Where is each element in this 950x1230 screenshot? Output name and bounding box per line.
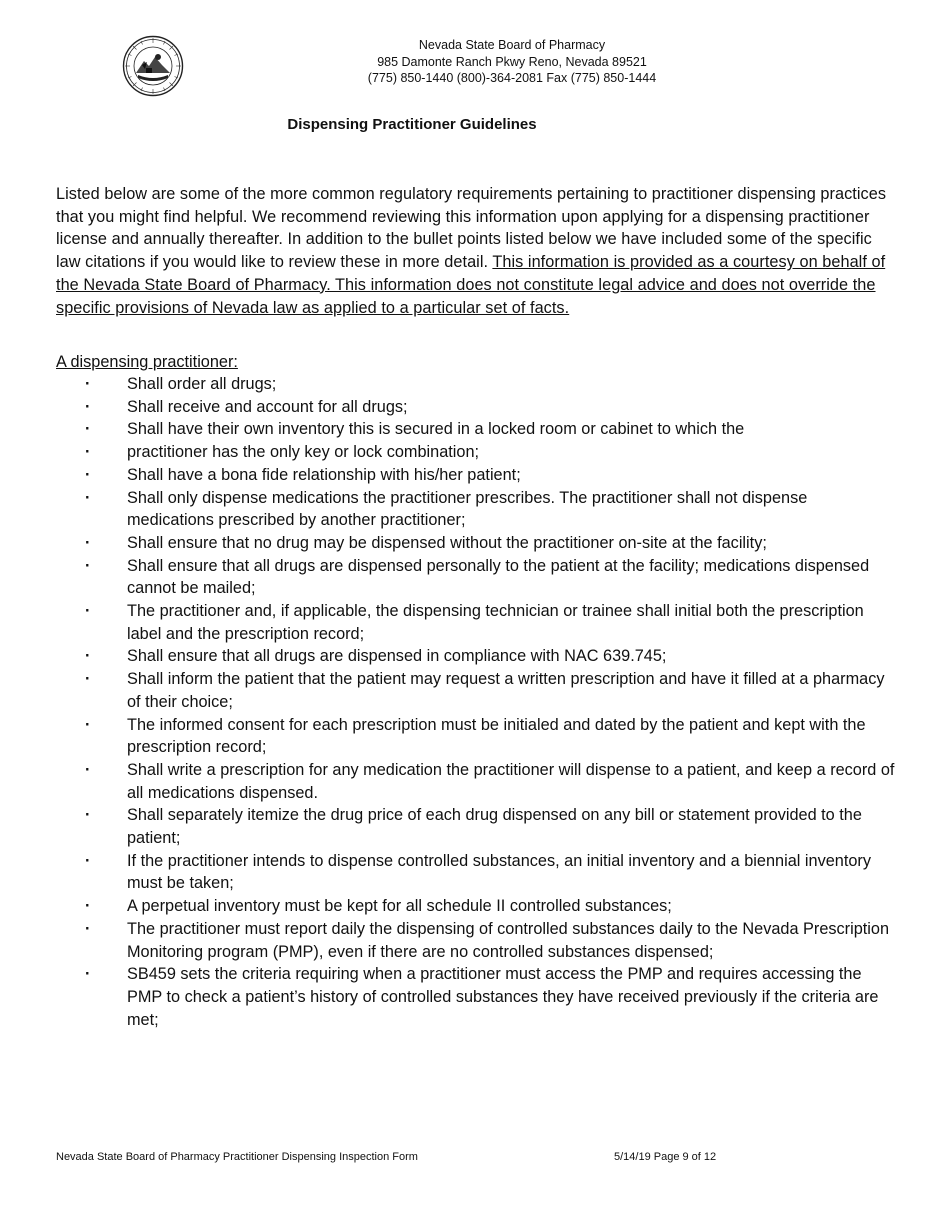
list-item-text: SB459 sets the criteria requiring when a practitioner must access the PMP and requires accessing the PMP to check a patient’s history of controlled substances they have received previously if the criteria are met; [127, 965, 879, 1029]
bullet-marker: · [85, 670, 91, 689]
list-item [56, 555, 896, 600]
state-seal-logo [122, 35, 184, 97]
list-item-text: Shall write a prescription for any medication the practitioner will dispense to a patient, and keep a record of all medications dispensed. [127, 760, 895, 802]
list-item [56, 464, 896, 487]
list-item [56, 850, 896, 895]
list-item-text: Shall have their own inventory this is secured in a locked room or cabinet to which the [127, 420, 745, 439]
footer-form-name: Nevada State Board of Pharmacy Practitioner Dispensing Inspection Form [56, 1151, 418, 1163]
list-item-text: The practitioner must report daily the dispensing of controlled substances daily to the Nevada Prescription Monitoring program (PMP), even if there are no controlled substances dispensed; [127, 919, 890, 961]
list-item [56, 418, 896, 441]
section-heading: A dispensing practitioner: [56, 353, 238, 371]
bullet-marker: · [85, 897, 91, 916]
bullet-marker: · [85, 647, 91, 666]
list-item-text: A perpetual inventory must be kept for all schedule II controlled substances; [127, 897, 672, 916]
list-item [56, 714, 896, 759]
requirements-list [56, 373, 896, 1031]
org-phone-fax: (775) 850-1440 (800)-364-2081 Fax (775) 850-1444 [367, 71, 657, 85]
bullet-marker: · [85, 488, 91, 507]
bullet-marker: · [85, 533, 91, 552]
bullet-marker: · [85, 715, 91, 734]
intro-text: Listed below are some of the more common regulatory requirements pertaining to practitioner dispensing practices that you might find helpful. We recommend reviewing this information upon applying for a dispensing practitioner license and annually thereafter. In addition to the bullet points listed below we have included some of the specific law citations if you would like to review these in more detail. [56, 185, 887, 272]
bullet-marker: · [85, 965, 91, 984]
list-item [56, 963, 896, 1031]
bullet-marker: · [85, 397, 91, 416]
list-item-text: The practitioner and, if applicable, the dispensing technician or trainee shall initial both the prescription label and the prescription record; [127, 602, 864, 643]
list-item-text: If the practitioner intends to dispense controlled substances, an initial inventory and a biennial inventory must be taken; [127, 851, 871, 893]
list-item-text: Shall ensure that no drug may be dispensed without the practitioner on-site at the facility; [127, 533, 767, 552]
bullet-marker: · [85, 760, 91, 779]
list-item-text: practitioner has the only key or lock combination; [127, 443, 480, 462]
list-item-text: Shall order all drugs; [127, 375, 277, 393]
list-item-text: Shall only dispense medications the practitioner prescribes. The practitioner shall not dispense medications prescribed by another practitioner; [127, 488, 808, 530]
bullet-marker: · [85, 556, 91, 575]
org-address: 985 Damonte Ranch Pkwy Reno, Nevada 89521 [377, 54, 647, 69]
bullet-marker: · [85, 420, 91, 439]
list-item [56, 645, 896, 668]
bullet-marker: · [85, 443, 91, 462]
list-item-text: Shall receive and account for all drugs; [127, 397, 408, 416]
bullet-marker: · [85, 851, 91, 870]
list-item-text: Shall have a bona fide relationship with his/her patient; [127, 465, 521, 484]
bullet-marker: · [85, 465, 91, 484]
list-item-text: Shall inform the patient that the patient may request a written prescription and have it filled at a pharmacy of their choice; [127, 670, 885, 711]
list-item [56, 487, 896, 532]
list-item [56, 759, 896, 804]
footer-date-page: 5/14/19 Page 9 of 12 [614, 1151, 717, 1163]
list-item [56, 441, 896, 464]
bullet-marker: · [85, 375, 91, 393]
list-item [56, 532, 896, 555]
list-item [56, 918, 896, 963]
list-item-text: The informed consent for each prescription must be initialed and dated by the patient and kept with the prescription record; [127, 715, 866, 757]
list-item-text: Shall separately itemize the drug price of each drug dispensed on any bill or statement provided to the patient; [127, 806, 862, 848]
list-item [56, 804, 896, 849]
org-name: Nevada State Board of Pharmacy [418, 38, 606, 52]
list-item [56, 396, 896, 419]
list-item-text: Shall ensure that all drugs are dispensed in compliance with NAC 639.745; [127, 647, 667, 666]
document-title: Dispensing Practitioner Guidelines [287, 116, 537, 133]
list-item [56, 600, 896, 645]
intro-paragraph [56, 183, 896, 319]
list-item [56, 373, 896, 396]
list-item [56, 895, 896, 918]
intro-disclaimer: This information is provided as a courtesy on behalf of the Nevada State Board of Pharmacy. This information does not constitute legal advice and does not override the specific provisions of Nevada law as applied to a particular set of facts. [56, 253, 886, 317]
list-item-text: Shall ensure that all drugs are dispensed personally to the patient at the facility; medications dispensed cannot be mailed; [127, 556, 870, 598]
bullet-marker: · [85, 806, 91, 825]
list-item [56, 668, 896, 713]
bullet-marker: · [85, 602, 91, 621]
letterhead [300, 37, 724, 87]
bullet-marker: · [85, 919, 91, 938]
